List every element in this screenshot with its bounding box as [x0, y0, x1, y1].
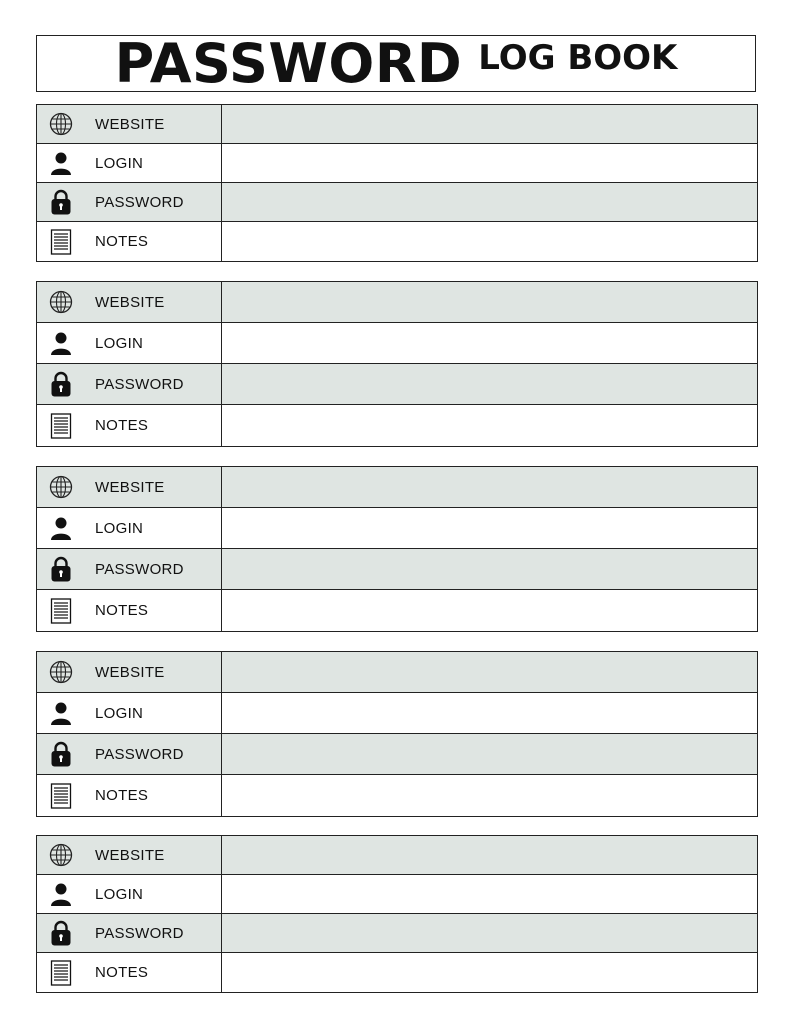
website-row [37, 282, 757, 323]
password-label: PASSWORD [95, 924, 184, 942]
website-field[interactable] [222, 282, 757, 322]
password-entry [36, 104, 758, 262]
notes-icon [49, 414, 73, 438]
password-row [37, 549, 757, 590]
website-field[interactable] [222, 467, 757, 507]
notes-label-cell [37, 590, 222, 631]
lock-icon [49, 372, 73, 396]
website-label-cell [37, 836, 222, 874]
website-row [37, 467, 757, 508]
user-icon [49, 331, 73, 355]
login-label-cell [37, 875, 222, 913]
user-icon [49, 882, 73, 906]
website-label: WEBSITE [95, 846, 165, 864]
notes-label-cell [37, 405, 222, 446]
user-icon [49, 516, 73, 540]
login-label-cell [37, 323, 222, 363]
login-label-cell [37, 693, 222, 733]
website-row [37, 105, 757, 144]
password-label-cell [37, 183, 222, 221]
password-label: PASSWORD [95, 560, 184, 578]
globe-icon [49, 660, 73, 684]
website-field[interactable] [222, 105, 757, 143]
notes-icon [49, 599, 73, 623]
password-row [37, 183, 757, 222]
notes-field[interactable] [222, 405, 757, 446]
notes-label-cell [37, 775, 222, 816]
notes-icon [49, 230, 73, 254]
login-field[interactable] [222, 875, 757, 913]
website-label-cell [37, 467, 222, 507]
password-field[interactable] [222, 914, 757, 952]
website-row [37, 652, 757, 693]
notes-icon [49, 961, 73, 985]
notes-icon [49, 784, 73, 808]
password-label-cell [37, 914, 222, 952]
website-label: WEBSITE [95, 478, 165, 496]
globe-icon [49, 843, 73, 867]
notes-field[interactable] [222, 953, 757, 992]
login-field[interactable] [222, 508, 757, 548]
login-row [37, 323, 757, 364]
page-title: PASSWORD [114, 31, 463, 95]
page-title-box [36, 31, 756, 95]
login-row [37, 875, 757, 914]
notes-label: NOTES [95, 787, 149, 804]
page-subtitle: LOG BOOK [478, 37, 678, 78]
notes-row [37, 775, 757, 816]
login-field[interactable] [222, 693, 757, 733]
login-row [37, 508, 757, 549]
password-field[interactable] [222, 364, 757, 404]
login-label: LOGIN [95, 154, 144, 172]
password-entry [36, 651, 758, 817]
website-label: WEBSITE [95, 293, 165, 311]
notes-label: NOTES [95, 233, 149, 250]
notes-field[interactable] [222, 590, 757, 631]
notes-label: NOTES [95, 602, 149, 619]
website-row [37, 836, 757, 875]
website-field[interactable] [222, 652, 757, 692]
notes-row [37, 405, 757, 446]
login-field[interactable] [222, 323, 757, 363]
website-field[interactable] [222, 836, 757, 874]
password-label: PASSWORD [95, 375, 184, 393]
website-label-cell [37, 105, 222, 143]
user-icon [49, 701, 73, 725]
lock-icon [49, 742, 73, 766]
login-row [37, 693, 757, 734]
password-row [37, 734, 757, 775]
globe-icon [49, 290, 73, 314]
website-label: WEBSITE [95, 115, 165, 133]
password-field[interactable] [222, 183, 757, 221]
globe-icon [49, 112, 73, 136]
password-label: PASSWORD [95, 745, 184, 763]
password-label: PASSWORD [95, 193, 184, 211]
password-field[interactable] [222, 549, 757, 589]
notes-label: NOTES [95, 417, 149, 434]
notes-field[interactable] [222, 775, 757, 816]
login-label-cell [37, 144, 222, 182]
password-row [37, 914, 757, 953]
password-field[interactable] [222, 734, 757, 774]
login-label: LOGIN [95, 519, 144, 537]
password-row [37, 364, 757, 405]
notes-row [37, 222, 757, 261]
notes-field[interactable] [222, 222, 757, 261]
login-label: LOGIN [95, 704, 144, 722]
notes-row [37, 953, 757, 992]
globe-icon [49, 475, 73, 499]
notes-label-cell [37, 953, 222, 992]
login-label: LOGIN [95, 334, 144, 352]
user-icon [49, 151, 73, 175]
login-label: LOGIN [95, 885, 144, 903]
login-row [37, 144, 757, 183]
password-entry [36, 466, 758, 632]
lock-icon [49, 557, 73, 581]
website-label: WEBSITE [95, 663, 165, 681]
website-label-cell [37, 282, 222, 322]
password-entry [36, 835, 758, 993]
lock-icon [49, 921, 73, 945]
password-entry [36, 281, 758, 447]
login-field[interactable] [222, 144, 757, 182]
password-label-cell [37, 734, 222, 774]
notes-label: NOTES [95, 964, 149, 981]
password-label-cell [37, 549, 222, 589]
notes-row [37, 590, 757, 631]
lock-icon [49, 190, 73, 214]
login-label-cell [37, 508, 222, 548]
website-label-cell [37, 652, 222, 692]
password-label-cell [37, 364, 222, 404]
notes-label-cell [37, 222, 222, 261]
